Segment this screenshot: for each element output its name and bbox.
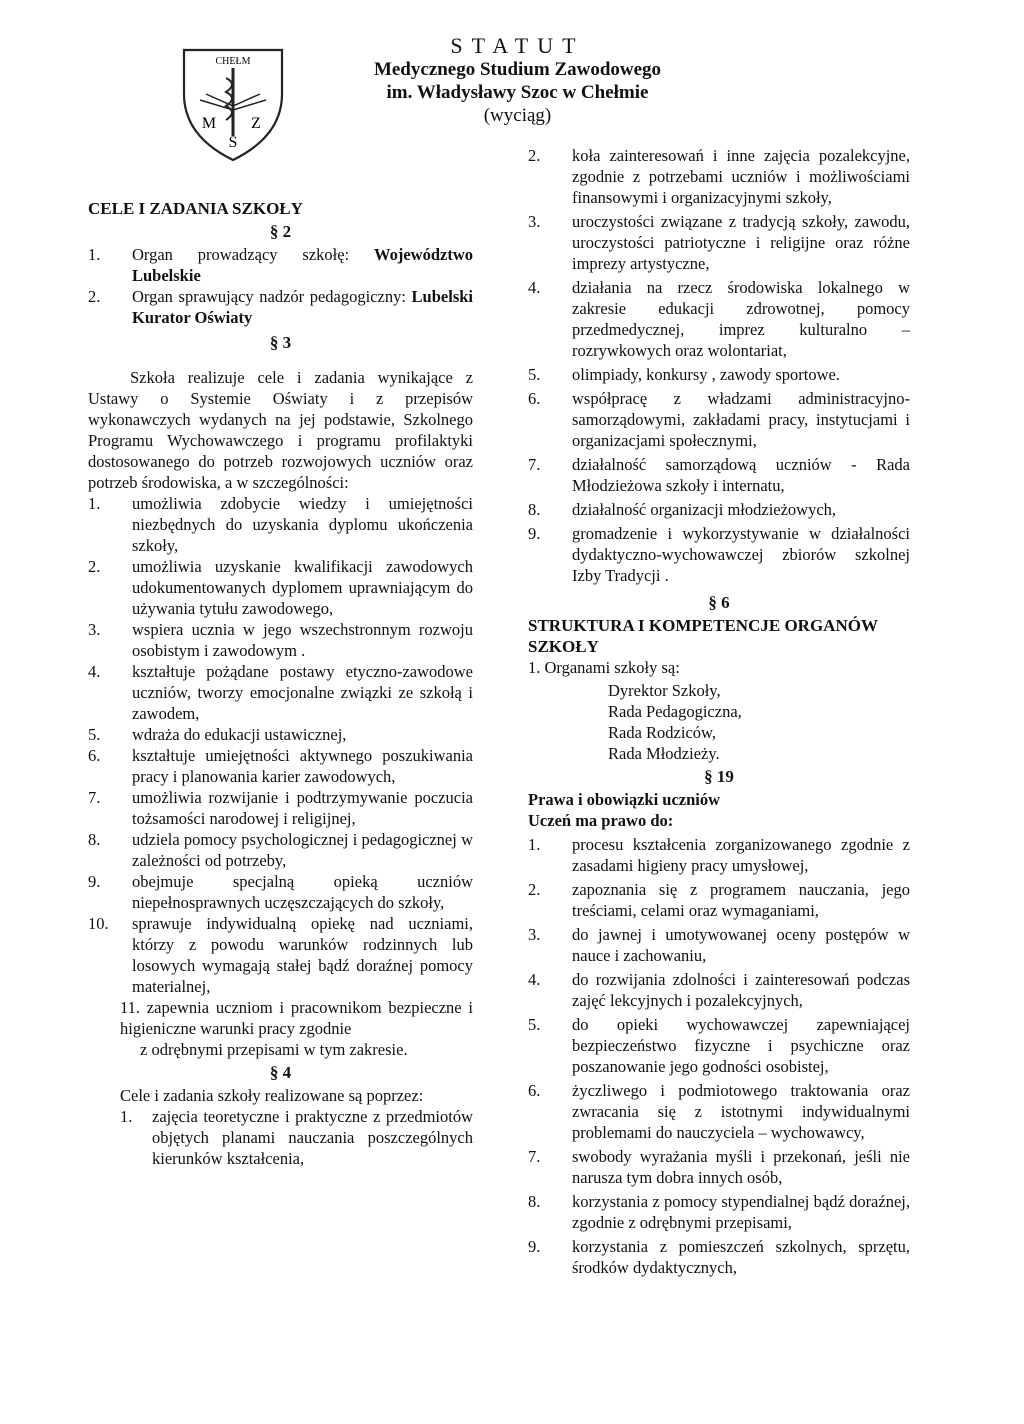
list-item: [88, 556, 473, 619]
list-text: kształtuje umiejętności aktywnego poszukiwania pracy i planowania karier zawodowych,: [132, 746, 473, 786]
list-text: działalność organizacji młodzieżowych,: [572, 500, 837, 519]
organ-leading-name: Województwo Lubelskie: [132, 245, 473, 285]
list-item: [528, 879, 910, 921]
paragraph-mark-3: § 3: [269, 333, 292, 352]
list-number: 9.: [528, 524, 541, 543]
list-item: [88, 493, 473, 556]
tasks-list-start: [88, 1106, 473, 1169]
list-text: współpracę z władzami administracyjno-samorządowymi, zakładami pracy, instytucjami i organizacjami społecznymi,: [572, 389, 910, 450]
list-number: 4.: [88, 662, 101, 681]
list-number: 10.: [88, 914, 109, 933]
list-item: [528, 388, 910, 451]
list-item: [528, 1236, 910, 1278]
right-column: [528, 142, 910, 1278]
list-text: korzystania z pomieszczeń szkolnych, sprzętu, środków dydaktycznych,: [572, 1237, 910, 1277]
list-text: obejmuje specjalną opieką uczniów niepełnosprawnych uczęszczających do szkoły,: [132, 872, 473, 912]
list-number: 1.: [528, 835, 541, 854]
list-number: 3.: [88, 620, 101, 639]
list-text: umożliwia zdobycie wiedzy i umiejętności niezbędnych do uzyskania dyplomu ukończenia szkoły,: [132, 494, 473, 555]
list-item: [528, 1191, 910, 1233]
list-item: [528, 145, 910, 208]
paragraph-mark-6: § 6: [708, 593, 730, 612]
list-text: udziela pomocy psychologicznej i pedagogicznej w zależności od potrzeby,: [132, 830, 473, 870]
list-number: 6.: [528, 389, 541, 408]
list-number: 7.: [528, 1147, 541, 1166]
list-text: życzliwego i podmiotowego traktowania oraz zwracania się z istotnymi indywidualnymi problemami do nauczyciela – wychowawcy,: [572, 1081, 910, 1142]
list-text: kształtuje pożądane postawy etyczno-zawodowe uczniów, tworzy emocjonalne związki ze szkołą i zawodem,: [132, 662, 473, 723]
list-text: korzystania z pomocy stypendialnej bądź doraźnej, zgodnie z odrębnymi przepisami,: [572, 1192, 910, 1232]
school-patron: im. Władysławy Szoc w Chełmie: [386, 82, 649, 103]
rights-list: [528, 834, 910, 1278]
school-name: Medycznego Studium Zawodowego: [373, 59, 662, 80]
list-text: umożliwia uzyskanie kwalifikacji zawodowych udokumentowanych dyplomem uprawniającym do używania tytułu zawodowego,: [132, 557, 473, 618]
list-text: wdraża do edukacji ustawicznej,: [132, 725, 347, 744]
list-text: zapoznania się z programem nauczania, jego treściami, celami oraz wymaganiami,: [572, 880, 910, 920]
left-column: [88, 198, 473, 1169]
document-header: [345, 34, 690, 127]
list-number: 8.: [528, 1192, 541, 1211]
list-text: do jawnej i umotywowanej oceny postępów w nauce i zachowaniu,: [572, 925, 910, 965]
organ-item: Rada Młodzieży.: [608, 744, 720, 763]
list-number: 3.: [528, 212, 541, 231]
list-text: gromadzenie i wykorzystywanie w działalności dydaktyczno-wychowawczej zbiorów szkolnej Izby Tradycji .: [572, 524, 910, 585]
list-text: do opieki wychowawczej zapewniającej bezpieczeństwo fizyczne i psychiczne oraz poszanowanie jego godności osobistej,: [572, 1015, 910, 1076]
list-number: 6.: [528, 1081, 541, 1100]
list-item: [528, 211, 910, 274]
list-number: 2.: [528, 146, 541, 165]
list-number: 9.: [88, 872, 101, 891]
list-number: 8.: [528, 500, 541, 519]
list-text: swobody wyrażania myśli i przekonań, jeśli nie narusza tym dobra innych osób,: [572, 1147, 910, 1187]
list-item: [528, 499, 910, 520]
list-number: 5.: [528, 1015, 541, 1034]
organ-supervising-name: Lubelski Kurator Oświaty: [132, 287, 473, 327]
list-text: olimpiady, konkursy , zawody sportowe.: [572, 365, 840, 384]
logo-letter-s: S: [228, 134, 238, 151]
list-item: [528, 523, 910, 586]
document-title: STATUT: [450, 33, 585, 58]
list-item: 1. Organ prowadzący szkołę: Województwo Lubelskie: [88, 245, 473, 285]
list-text: uroczystości związane z tradycją szkoły, zawodu, uroczystości patriotyczne i religijne oraz różne imprezy artystyczne,: [572, 212, 910, 273]
organ-list: [88, 244, 473, 328]
section-heading-goals: CELE I ZADANIA SZKOŁY: [88, 199, 303, 218]
paragraph-mark-4: § 4: [269, 1063, 292, 1082]
list-item: [88, 871, 473, 913]
list-item: [528, 1014, 910, 1077]
list-item: 1. zajęcia teoretyczne i praktyczne z przedmiotów objętych planami nauczania poszczególnych kierunków kształcenia,: [120, 1107, 473, 1168]
list-item: [88, 661, 473, 724]
organs-intro: 1. Organami szkoły są:: [528, 658, 680, 677]
list-text: sprawuje indywidualną opiekę nad uczniami, którzy z powodu warunków rodzinnych lub losowych wymagają stałej bądź doraźnej pomocy materialnej,: [132, 914, 473, 996]
list-item: [88, 913, 473, 997]
excerpt-note: (wyciąg): [483, 105, 552, 126]
list-number: 5.: [88, 725, 101, 744]
list-text: wspiera ucznia w jego wszechstronnym rozwoju osobistym i zawodowym .: [132, 620, 473, 660]
list-text: działania na rzecz środowiska lokalnego w zakresie edukacji zdrowotnej, pomocy przedmedycznej, imprez kulturalno – rozrywkowych oraz wolontariat,: [572, 278, 910, 360]
list-item: [88, 745, 473, 787]
list-item: [528, 277, 910, 361]
list-number: 2.: [88, 557, 101, 576]
list-item: 2. Organ sprawujący nadzór pedagogiczny: Lubelski Kurator Oświaty: [88, 287, 473, 327]
organs-list: [608, 680, 910, 764]
tasks-list: [528, 145, 910, 586]
list-number: 6.: [88, 746, 101, 765]
goals-list: [88, 493, 473, 997]
list-text: procesu kształcenia zorganizowanego zgodnie z zasadami higieny pracy umysłowej,: [572, 835, 910, 875]
list-item: [528, 454, 910, 496]
paragraph-mark-19: § 19: [704, 767, 734, 786]
list-number: 1.: [88, 494, 101, 513]
list-item: [528, 969, 910, 1011]
list-item: [528, 1146, 910, 1188]
logo-text-top: CHEŁM: [215, 56, 251, 67]
list-item: [88, 787, 473, 829]
organ-item: Dyrektor Szkoły,: [608, 681, 721, 700]
list-item: [88, 619, 473, 661]
list-number: 9.: [528, 1237, 541, 1256]
organ-item: Rada Pedagogiczna,: [608, 702, 742, 721]
tasks-intro: Cele i zadania szkoły realizowane są poprzez:: [120, 1086, 424, 1105]
list-text: umożliwia rozwijanie i podtrzymywanie poczucia tożsamości narodowej i religijnej,: [132, 788, 473, 828]
list-number: 7.: [88, 788, 101, 807]
goals-intro: Szkoła realizuje cele i zadania wynikające z Ustawy o Systemie Oświaty i z przepisów wykonawczych wydanych na jej podstawie, Szkolnego Programu Wychowawczego i programu profilaktyki dostosowanego do potrzeb rozwojowych uczniów oraz potrzeb środowiska, a w szczególności:: [88, 368, 473, 492]
goal-11: 11. zapewnia uczniom i pracownikom bezpieczne i higieniczne warunki pracy zgodnie z odrębnymi przepisami w tym zakresie.: [120, 998, 473, 1059]
rights-title: Prawa i obowiązki uczniów: [528, 790, 721, 809]
list-text: do rozwijania zdolności i zainteresowań podczas zajęć lekcyjnych i pozalekcyjnych,: [572, 970, 910, 1010]
rights-subtitle: Uczeń ma prawo do:: [528, 811, 674, 830]
list-text: działalność samorządową uczniów - Rada Młodzieżowa szkoły i internatu,: [572, 455, 910, 495]
organ-item: Rada Rodziców,: [608, 723, 716, 742]
school-logo-icon: [176, 44, 290, 164]
logo-letter-z: Z: [251, 115, 261, 132]
section-heading-structure: STRUKTURA I KOMPETENCJE ORGANÓW SZKOŁY: [528, 616, 878, 656]
list-number: 4.: [528, 970, 541, 989]
list-number: 5.: [528, 365, 541, 384]
list-item: [528, 1080, 910, 1143]
list-item: [88, 724, 473, 745]
list-item: [528, 924, 910, 966]
paragraph-mark-2: § 2: [269, 222, 292, 241]
logo-letter-m: M: [201, 115, 217, 132]
list-number: 2.: [528, 880, 541, 899]
list-item: [528, 834, 910, 876]
list-item: [88, 829, 473, 871]
list-number: 4.: [528, 278, 541, 297]
list-text: koła zainteresowań i inne zajęcia pozalekcyjne, zgodnie z potrzebami uczniów i możliwościami finansowymi i organizacyjnymi szkoły,: [572, 146, 910, 207]
list-number: 7.: [528, 455, 541, 474]
list-item: [528, 364, 910, 385]
list-number: 8.: [88, 830, 101, 849]
list-number: 3.: [528, 925, 541, 944]
